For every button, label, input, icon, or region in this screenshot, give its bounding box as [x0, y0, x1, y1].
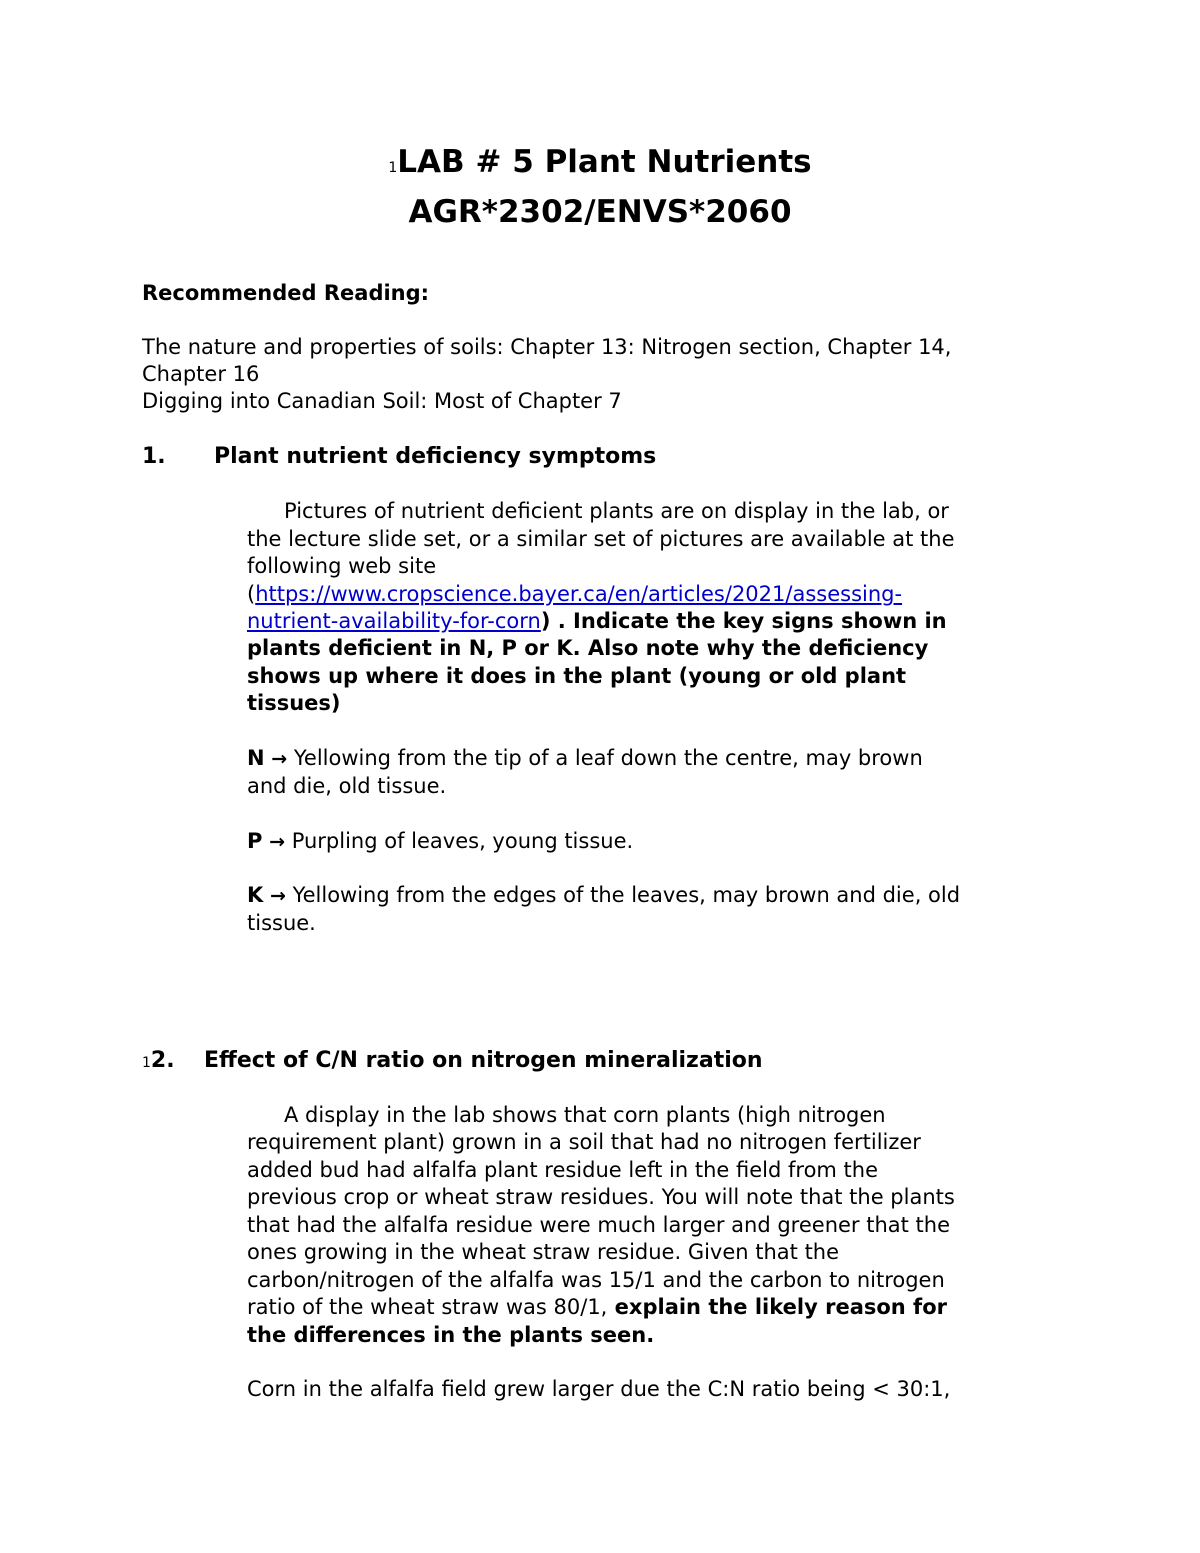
s2-para-line-2: requirement plant) grown in a soil that had no nitrogen fertilizer: [247, 1130, 921, 1154]
s2-para-line-6: ones growing in the wheat straw residue. Given that the: [247, 1240, 840, 1264]
section-2-title: Effect of C/N ratio on nitrogen mineralization: [204, 1048, 763, 1073]
s1-para-line-1: Pictures of nutrient deficient plants are on display in the lab, or: [284, 499, 949, 523]
answer-k-line-1: [247, 882, 960, 910]
reading-line-2: Chapter 16: [142, 362, 260, 386]
section-2-number-text: 2.: [150, 1048, 175, 1073]
s1-para-line-3: following web site: [247, 554, 437, 578]
phosphorus-answer-text: Purpling of leaves, young tissue.: [285, 829, 634, 853]
s2-instruction-part-1: explain the likely reason for: [607, 1295, 947, 1319]
link-open-paren: (: [247, 582, 256, 606]
s1-para-line-2: the lecture slide set, or a similar set of pictures are available at the: [247, 527, 955, 551]
s2-para-line-1: A display in the lab shows that corn plants (high nitrogen: [284, 1103, 886, 1127]
recommended-reading-heading: Recommended Reading:: [142, 281, 430, 305]
cropscience-link-part-1[interactable]: https://www.cropscience.bayer.ca/en/articles/2021/assessing-: [255, 582, 903, 606]
footnote-marker: 1: [142, 1055, 151, 1071]
s1-instruction-part-1: Indicate the key signs shown in: [565, 609, 947, 633]
answer-n-line-2: and die, old tissue.: [247, 774, 447, 798]
title-line-1: [0, 140, 1200, 190]
reading-line-1: The nature and properties of soils: Chapter 13: Nitrogen section, Chapter 14,: [142, 335, 952, 359]
answer-k-line-2: tissue.: [247, 911, 316, 935]
reading-line-3: Digging into Canadian Soil: Most of Chapter 7: [142, 389, 622, 413]
lab-title: LAB # 5 Plant Nutrients: [397, 144, 812, 180]
s2-para-line-5: that had the alfalfa residue were much larger and greener that the: [247, 1213, 951, 1237]
nitrogen-answer-text: Yellowing from the tip of a leaf down the centre, may brown: [287, 746, 923, 770]
s2-para-line-7: carbon/nitrogen of the alfalfa was 15/1 and the carbon to nitrogen: [247, 1268, 945, 1292]
nitrogen-label: N: [247, 746, 265, 770]
s1-instruction-line-4: tissues): [247, 691, 341, 715]
potassium-label: K: [247, 883, 264, 907]
s1-para-line-4: [247, 581, 902, 608]
s2-para-line-8: [247, 1294, 947, 1321]
s1-instruction-line-2: plants deficient in N, P or K. Also note why the deficiency: [247, 636, 929, 660]
phosphorus-label: P: [247, 829, 263, 853]
section-2-number: [142, 1047, 175, 1077]
s2-instruction-line-2: the differences in the plants seen.: [247, 1323, 655, 1347]
s2-line-8-text: ratio of the wheat straw was 80/1,: [247, 1295, 608, 1319]
s1-instruction-line-3: shows up where it does in the plant (young or old plant: [247, 664, 907, 688]
s1-para-line-5: [247, 608, 947, 635]
s2-para-line-4: previous crop or wheat straw residues. You will note that the plants: [247, 1185, 955, 1209]
arrow-icon: →: [269, 885, 286, 907]
cropscience-link-part-2[interactable]: nutrient-availability-for-corn: [247, 609, 541, 633]
arrow-icon: →: [271, 748, 288, 770]
link-close-paren: ) .: [540, 609, 566, 633]
arrow-icon: →: [269, 831, 286, 853]
section-1-title: Plant nutrient deficiency symptoms: [214, 444, 657, 469]
course-code: AGR*2302/ENVS*2060: [408, 194, 792, 230]
section-1-number: 1.: [142, 444, 166, 469]
s2-answer-line-1: Corn in the alfalfa field grew larger due the C:N ratio being < 30:1,: [247, 1377, 951, 1401]
potassium-answer-text: Yellowing from the edges of the leaves, may brown and die, old: [285, 883, 961, 907]
s2-para-line-3: added bud had alfalfa plant residue left in the field from the: [247, 1158, 879, 1182]
document-title: [0, 140, 1200, 234]
answer-n-line-1: [247, 745, 923, 773]
answer-p-line-1: [247, 828, 633, 856]
footnote-marker: 1: [388, 160, 398, 176]
